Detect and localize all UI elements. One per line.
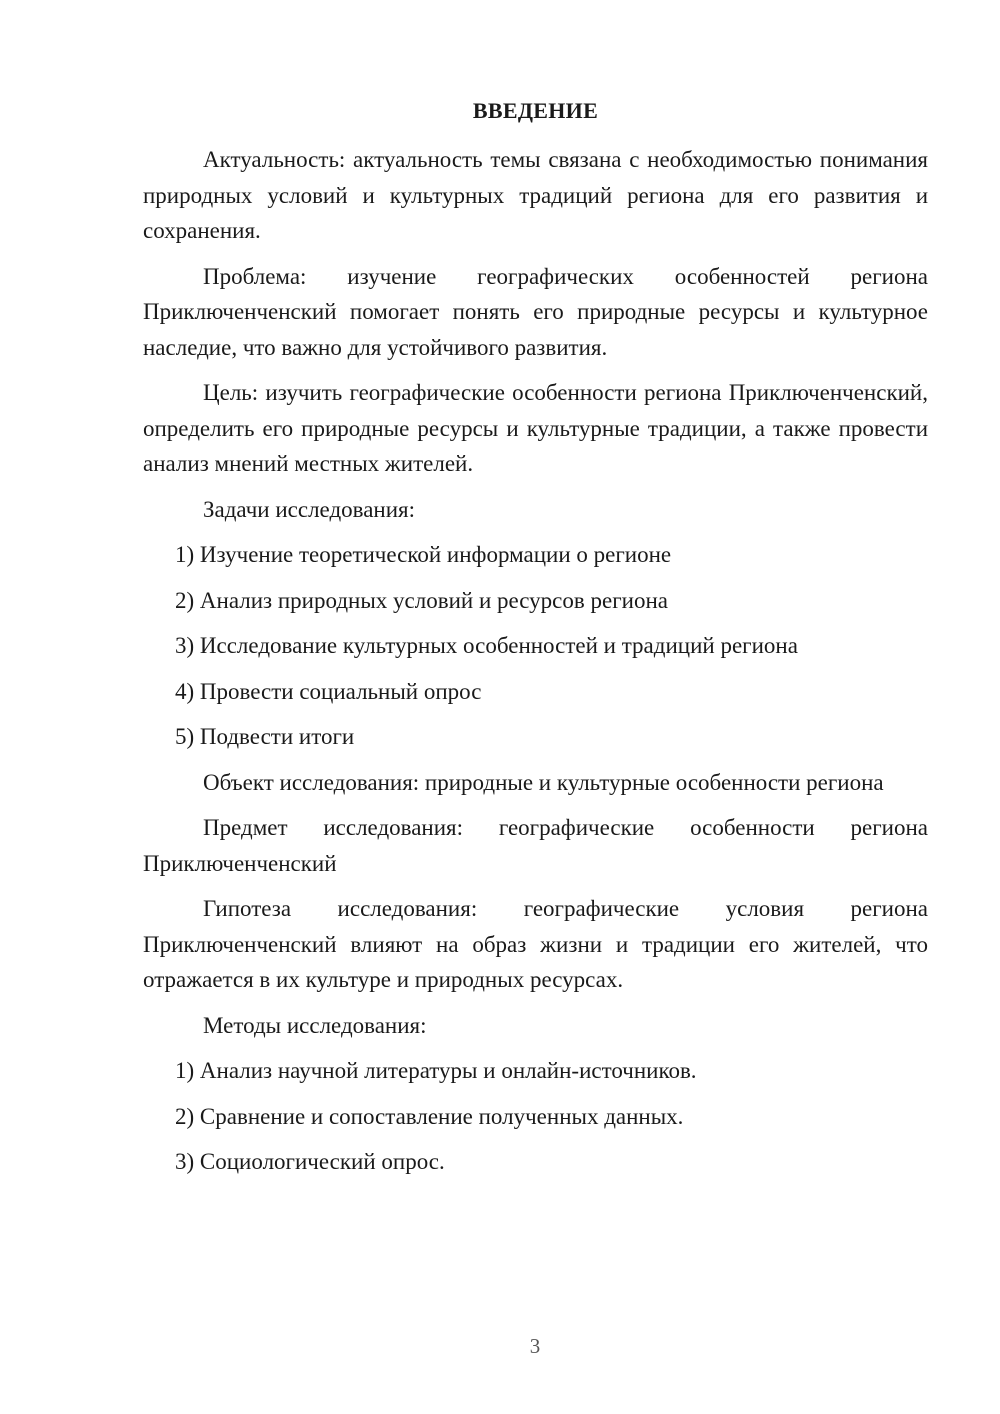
list-item: 2) Анализ природных условий и ресурсов региона xyxy=(175,587,668,613)
page-number: 3 xyxy=(529,1334,541,1358)
hypothesis-paragraph: Гипотеза исследования: географические условия региона Приключенченский влияют на образ жизни и традиции его жителей, что отражается в их культуре и природных ресурсах. xyxy=(143,896,928,992)
list-item: 1) Анализ научной литературы и онлайн-источников. xyxy=(175,1058,697,1083)
list-item: 4) Провести социальный опрос xyxy=(175,678,482,704)
tasks-list xyxy=(143,537,928,755)
goal-paragraph: Цель: изучить географические особенности региона Приключенченский, определить его природные ресурсы и культурные традиции, а также провести анализ мнений местных жителей. xyxy=(143,380,928,476)
page-title: ВВЕДЕНИЕ xyxy=(472,98,599,123)
methods-list xyxy=(143,1053,928,1180)
object-paragraph: Объект исследования: природные и культурные особенности региона xyxy=(203,769,884,795)
problem-paragraph: Проблема: изучение географических особенностей региона Приключенченский помогает понять его природные ресурсы и культурное наследие, что важно для устойчивого развития. xyxy=(143,263,928,360)
tasks-heading: Задачи исследования: xyxy=(203,496,416,522)
list-item: 3) Социологический опрос. xyxy=(175,1149,445,1174)
document-body xyxy=(143,142,928,1190)
methods-heading: Методы исследования: xyxy=(203,1012,427,1038)
subject-paragraph: Предмет исследования: географические особенности региона Приключенченский xyxy=(143,815,928,876)
list-item: 1) Изучение теоретической информации о регионе xyxy=(175,542,672,567)
list-item: 2) Сравнение и сопоставление полученных данных. xyxy=(175,1103,684,1129)
relevance-paragraph: Актуальность: актуальность темы связана с необходимостью понимания природных условий и культурных традиций региона для его развития и сохранения. xyxy=(143,147,928,243)
list-item: 5) Подвести итоги xyxy=(175,724,355,749)
list-item: 3) Исследование культурных особенностей и традиций региона xyxy=(175,633,798,658)
